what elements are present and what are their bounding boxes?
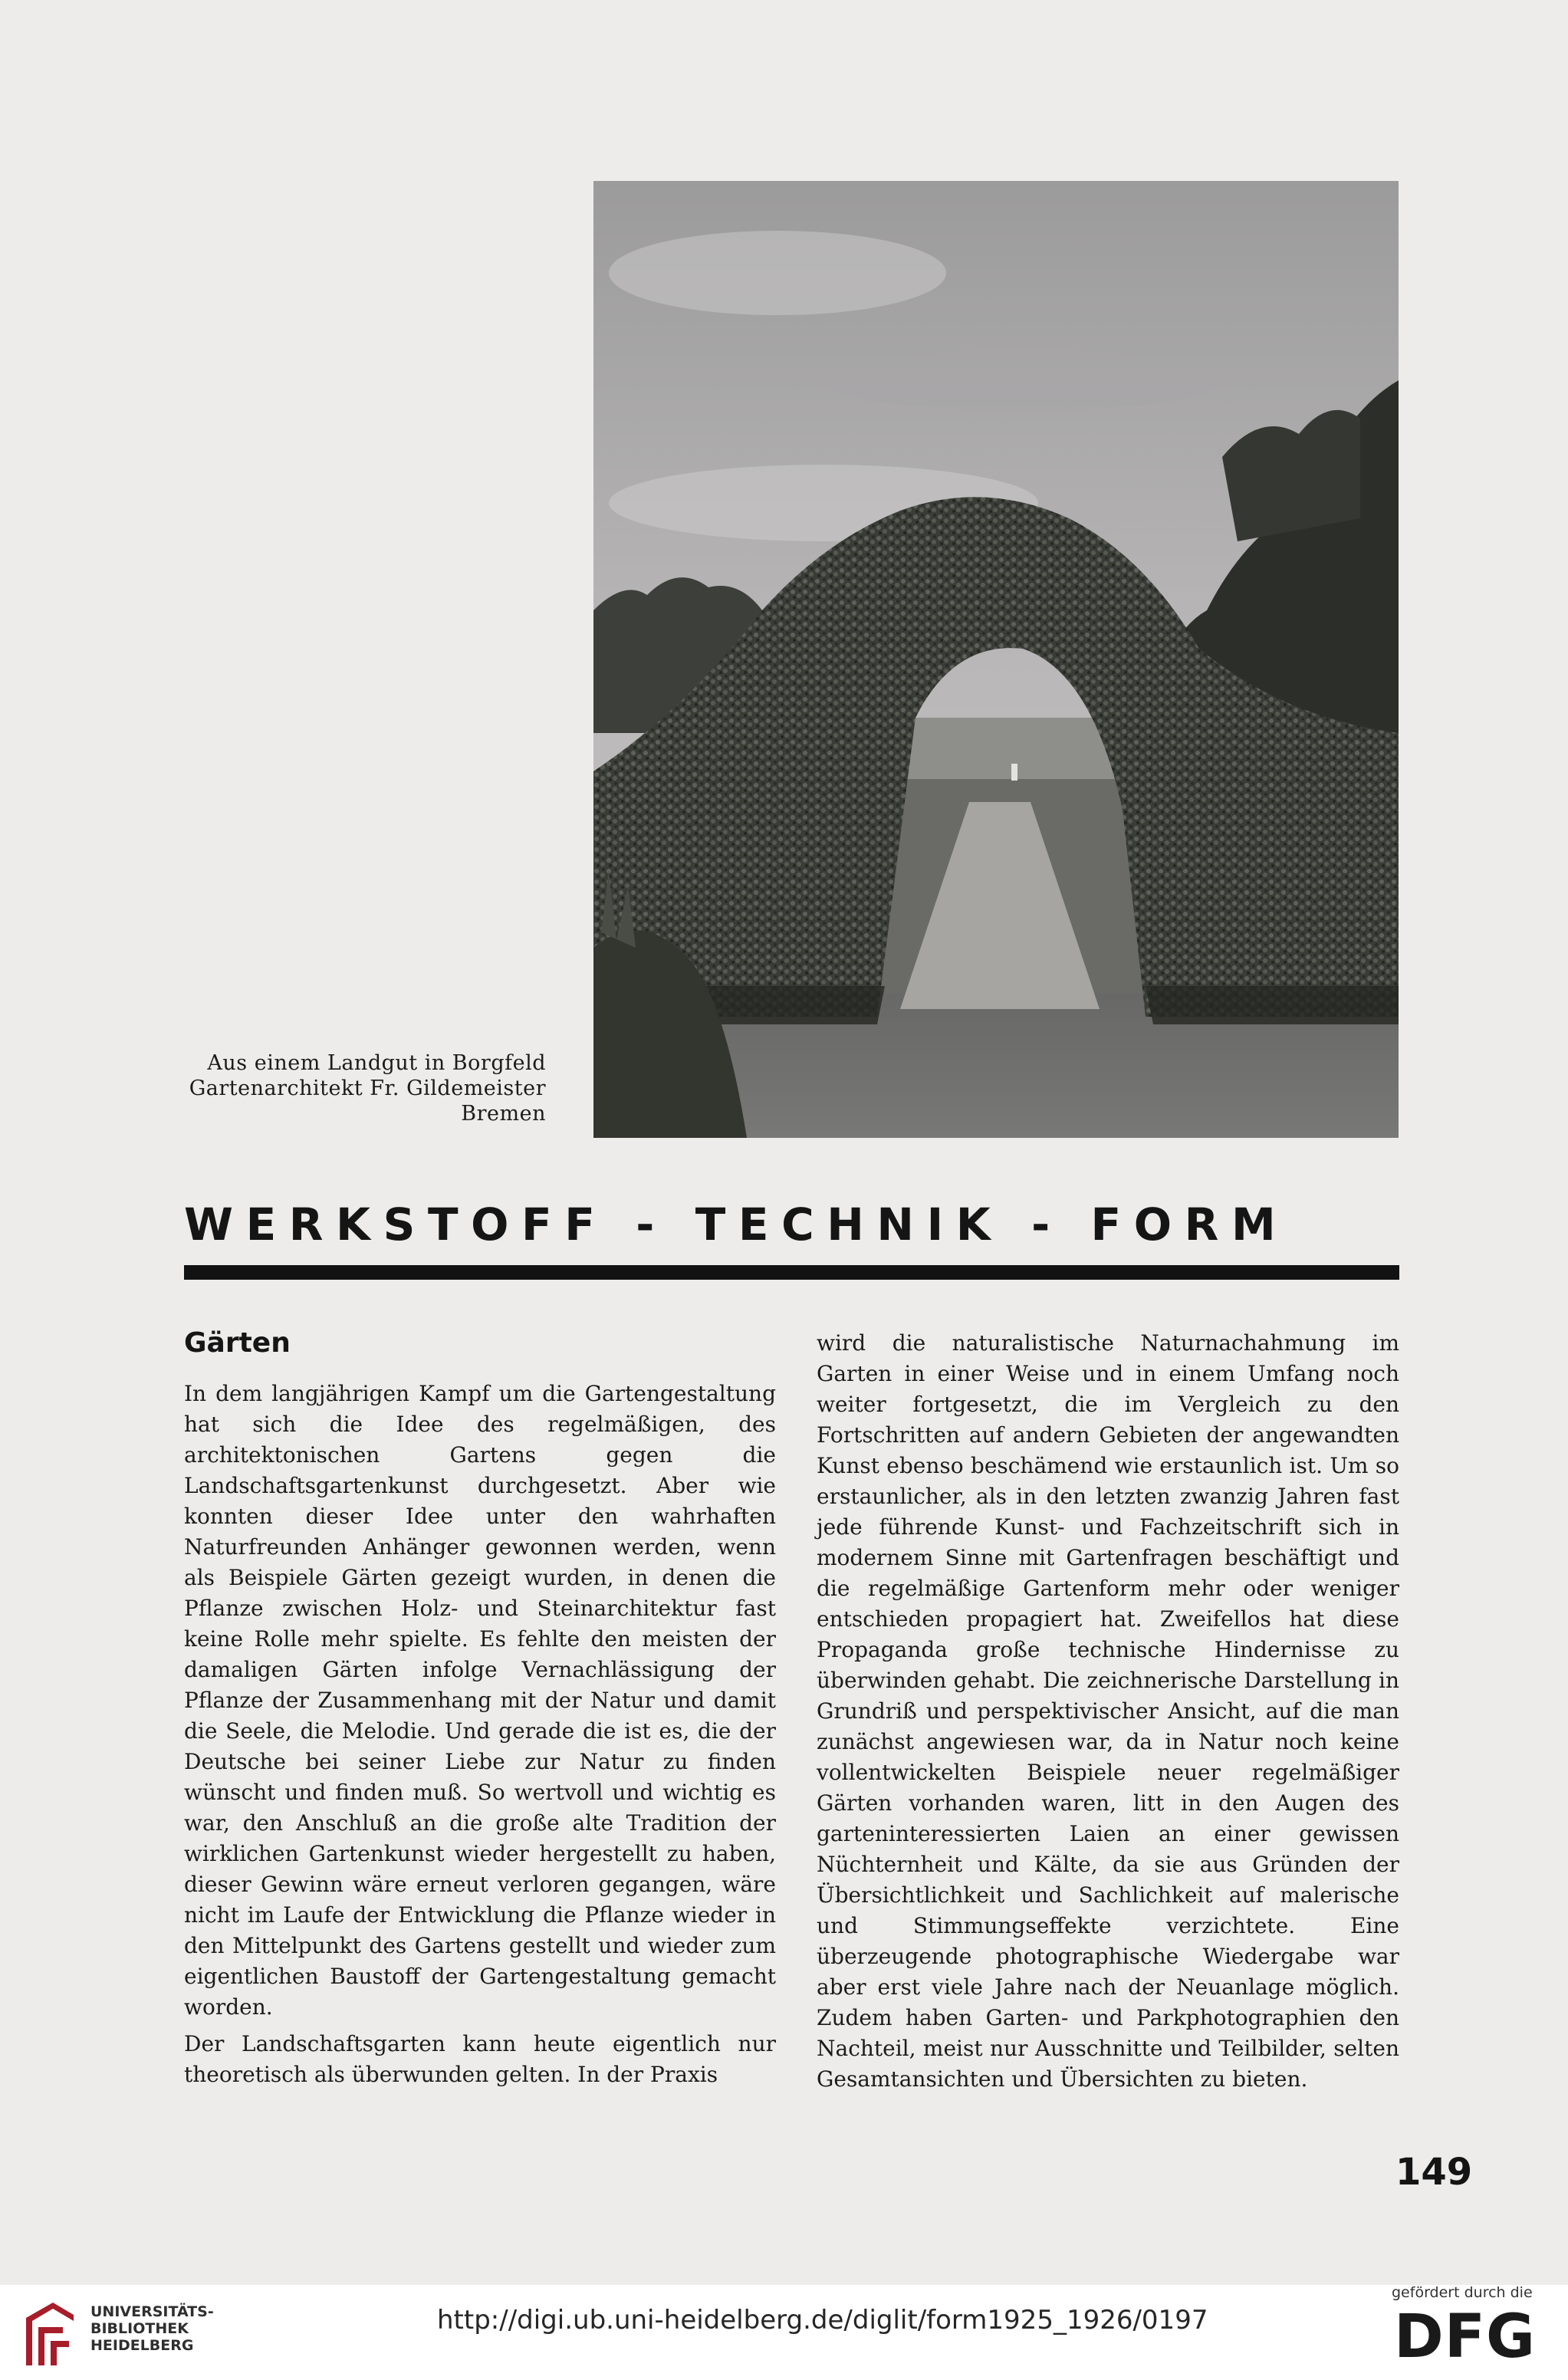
text-column-right [817, 1328, 1399, 2095]
university-library-name [90, 2303, 214, 2354]
section-title: WERKSTOFF - TECHNIK - FORM [184, 1198, 1289, 1251]
paragraph: In dem langjährigen Kampf um die Gartengestaltung hat sich die Idee des regelmäßigen, des architektonischen Gartens gegen die Landschaftsgartenkunst durchgesetzt. Aber wie konnten dieser Idee unter den wahrhaften Naturfreunden Anhänger gewonnen werden, wenn als Beispiele Gärten gezeigt wurden, in denen die Pflanze zwischen Holz- und Steinarchitektur fast keine Rolle mehr spielte. Es fehlte den meisten der damaligen Gärten infolge Vernachlässigung der Pflanze der Zusammenhang mit der Natur und damit die Seele, die Melodie. Und gerade die ist es, die der Deutsche bei seiner Liebe zur Natur zu finden wünscht und finden muß. So wertvoll und wichtig es war, den Anschluß an die große alte Tradition der wirklichen Gartenkunst wieder hergestellt zu haben, dieser Gewinn wäre erneut verloren gegangen, wäre nicht im Laufe der Entwicklung die Pflanze wieder in den Mittelpunkt des Gartens gestellt und wieder zum eigentlichen Baustoff der Gartengestaltung gemacht worden. [184, 1381, 776, 2020]
article-heading: Gärten [184, 1327, 291, 1359]
library-name-line: BIBLIOTHEK [90, 2320, 189, 2337]
photo-caption [138, 1050, 546, 1126]
page-number: 149 [1395, 2151, 1473, 2194]
paragraph: Der Landschaftsgarten kann heute eigentlich nur theoretisch als überwunden gelten. In der Praxis [184, 2031, 776, 2087]
library-name-line: UNIVERSITÄTS- [90, 2303, 214, 2320]
garden-hedge-arch-photo [593, 181, 1399, 1138]
title-rule [184, 1265, 1399, 1280]
text-column-left [184, 1379, 776, 2090]
caption-line: Bremen [461, 1102, 546, 1126]
paragraph: wird die naturalistische Naturnachahmung im Garten in einer Weise und in einem Umfang noch weiter fortgesetzt, die im Vergleich zu den Fortschritten auf andern Gebieten der angewandten Kunst ebenso beschämend wie erstaunlich ist. Um so erstaunlicher, als in den letzten zwanzig Jahren fast jede führende Kunst- und Fachzeitschrift sich in modernem Sinne mit Gartenfragen beschäftigt und die regelmäßige Gartenform mehr oder weniger entschieden propagiert hat. Zweifellos hat diese Propaganda große technische Hindernisse zu überwinden gehabt. Die zeichnerische Darstellung in Grundriß und perspektivischer Ansicht, auf die man zunächst angewiesen war, da in Natur noch keine vollentwickelten Beispiele neuer regelmäßiger Gärten vorhanden waren, litt in den Augen des garteninteressierten Laien an einer gewissen Nüchternheit und Kälte, da sie aus Gründen der Übersichtlichkeit und Sachlichkeit auf malerische und Stimmungseffekte verzichtete. Eine überzeugende photographische Wiedergabe war aber erst viele Jahre nach der Neuanlage möglich. Zudem haben Garten- und Parkphotographien den Nachteil, meist nur Ausschnitte und Teilbilder, selten Gesamtansichten und Übersichten zu bieten. [817, 1330, 1399, 2092]
library-name-line: HEIDELBERG [90, 2337, 194, 2354]
caption-line: Gartenarchitekt Fr. Gildemeister [189, 1077, 546, 1100]
funded-by-label: gefördert durch die [1392, 2284, 1533, 2301]
permalink-url[interactable]: http://digi.ub.uni-heidelberg.de/diglit/form1925_1926/0197 [437, 2305, 1208, 2336]
university-library-logo-icon [18, 2295, 80, 2375]
dfg-logo: DFG [1394, 2303, 1537, 2372]
caption-line: Aus einem Landgut in Borgfeld [207, 1051, 546, 1075]
